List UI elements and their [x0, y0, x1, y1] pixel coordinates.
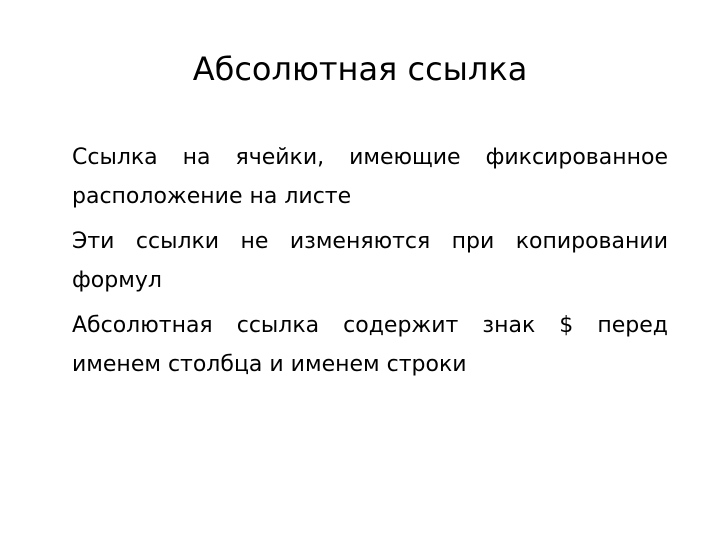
slide-body [72, 138, 668, 390]
slide-title: Абсолютная ссылка [192, 50, 528, 88]
body-paragraph-copy-behavior: Эти ссылки не изменяются при копировании формул [72, 229, 668, 293]
body-paragraph-dollar-sign: Абсолютная ссылка содержит знак $ перед именем столбца и именем строки [72, 313, 668, 377]
body-paragraph-definition: Ссылка на ячейки, имеющие фиксированное расположение на листе [72, 145, 668, 209]
